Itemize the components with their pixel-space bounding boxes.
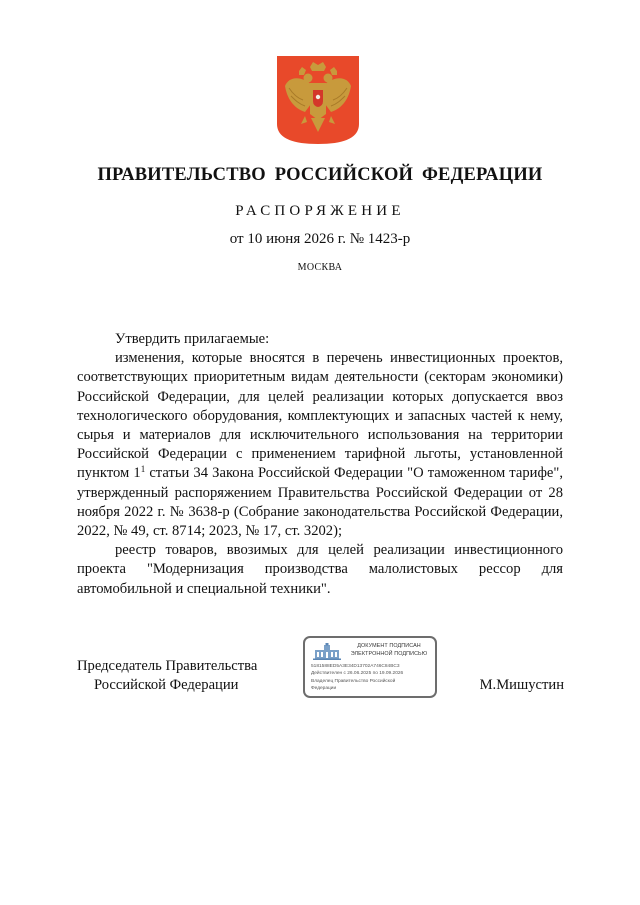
document-city: МОСКВА [297,262,343,273]
stamp-owner-line1: Владелец Правительство Российской [311,678,396,684]
stamp-title-line1: ДОКУМЕНТ ПОДПИСАН [357,643,421,649]
document-body [77,330,563,599]
signatory-position-line2: Российской Федерации [94,677,239,694]
stamp-validity: Действителен с 26.06.2025 по 19.09.2026 [311,671,404,677]
body-intro: Утвердить прилагаемые: [115,331,270,347]
document-date-number: от 10 июня 2026 г. № 1423-р [229,231,411,247]
electronic-signature-stamp [303,636,437,698]
body-item-amendments [77,349,563,541]
government-title: ПРАВИТЕЛЬСТВО РОССИЙСКОЙ ФЕДЕРАЦИИ [97,165,543,185]
stamp-serial: 5181588ED5A3E34D13702A746C84BC3 [311,664,400,669]
stamp-details [311,663,435,693]
signatory-position-line1: Председатель Правительства [77,658,258,674]
signatory-name: М.Мишустин [479,677,564,693]
stamp-title [343,643,435,658]
russian-coat-of-arms-icon [277,56,359,144]
coat-of-arms-emblem [277,56,359,144]
building-icon [311,643,343,660]
stamp-owner-line2: Федерации [311,686,337,692]
item1-superscript: 1 [140,464,146,475]
item1-text-part2: статьи 34 Закона Российской Федерации "О таможенном тарифе", утвержденный распоряжением Правительства Российской Федерации от 28 ноября 2022 г. № 3638-р (Собрание законодательства Российской Федерации, 2022, № 49, ст. 8714; 2023, № 17, ст. 3202); [77,465,563,540]
item1-text-part1: изменения, которые вносятся в перечень инвестиционных проектов, соответствующих приоритетным видам деятельности (секторам экономики) Российской Федерации, для целей реализации которых допускается ввоз технологического оборудования, комплектующих и запасных частей к нему, сырья и материалов для исключительного использования на территории Российской Федерации с применением тарифной льготы, установленной пунктом 1 [77,350,563,482]
document-type: РАСПОРЯЖЕНИЕ [235,203,405,219]
body-item-registry: реестр товаров, ввозимых для целей реализации инвестиционного проекта "Модернизация производства малолистовых рессор для автомобильной и специальной техники". [77,542,563,597]
stamp-title-line2: ЭЛЕКТРОННОЙ ПОДПИСЬЮ [350,650,428,657]
signatory-position [77,657,277,695]
